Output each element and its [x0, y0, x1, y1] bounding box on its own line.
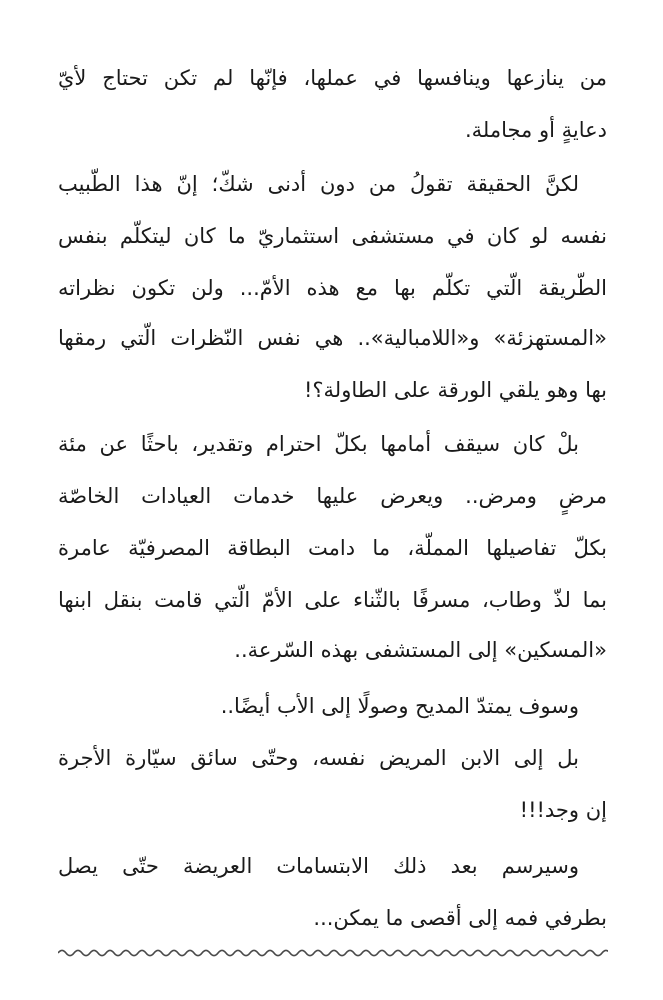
- text-line: الطّريقة الّتي تكلّم بها مع هذه الأمّ... ولن تكون نظراته: [58, 276, 607, 300]
- text-line: بكلّ تفاصيلها المملّة، ما دامت البطاقة المصرفيّة عامرة: [58, 536, 607, 560]
- paragraph-first-line: وسوف يمتدّ المديح وصولًا إلى الأب أيضًا..: [220, 694, 579, 718]
- text-line: دعايةٍ أو مجاملة.: [464, 118, 607, 142]
- text-line: إن وجد!!!: [519, 798, 607, 822]
- text-line: نفسه لو كان في مستشفى استثماريّ ما كان ليتكلّم بنفس: [58, 224, 607, 248]
- text-line: بها وهو يلقي الورقة على الطاولة؟!: [303, 378, 607, 402]
- text-line: مرضٍ ومرض.. ويعرض عليها خدمات العيادات الخاصّة: [58, 484, 607, 508]
- wavy-line-icon: [58, 946, 608, 960]
- text-line: «المسكين» إلى المستشفى بهذه السّرعة..: [234, 638, 607, 662]
- text-line: بما لذّ وطاب، مسرفًا بالثّناء على الأمّ الّتي قامت بنقل ابنها: [58, 588, 607, 612]
- text-line: من ينازعها وينافسها في عملها، فإنّها لم تكن تحتاج لأيّ: [58, 66, 607, 90]
- paragraph-first-line: لكنَّ الحقيقة تقولُ من دون أدنى شكّ؛ إنّ هذا الطّبيب: [58, 172, 579, 196]
- paragraph-first-line: بل إلى الابن المريض نفسه، وحتّى سائق سيّارة الأجرة: [58, 746, 579, 770]
- text-line: «المستهزئة» و«اللامبالية».. هي نفس النّظرات الّتي رمقها: [58, 326, 607, 350]
- paragraph-first-line: وسيرسم بعد ذلك الابتسامات العريضة حتّى يصل: [58, 854, 579, 878]
- paragraph-first-line: بلْ كان سيقف أمامها بكلّ احترام وتقدير، باحثًا عن مئة: [58, 432, 579, 456]
- text-line: بطرفي فمه إلى أقصى ما يمكن...: [313, 906, 607, 930]
